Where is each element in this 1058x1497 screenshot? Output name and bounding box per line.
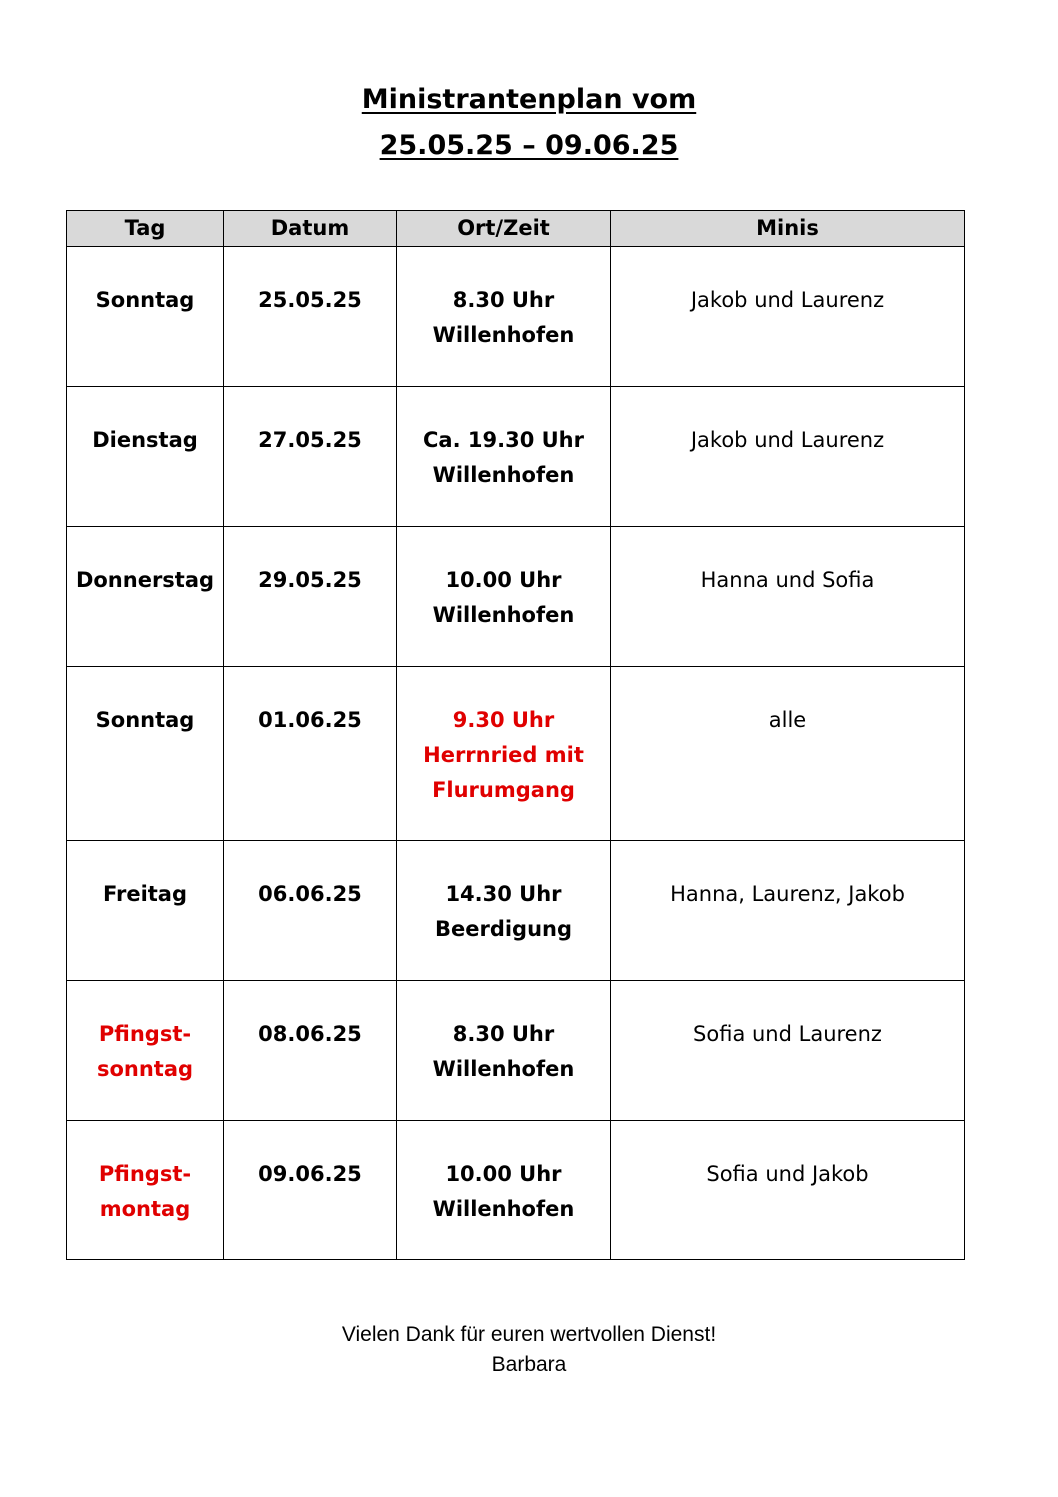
table-row	[67, 667, 965, 841]
cell-ort-zeit-line: Ca. 19.30 Uhr	[423, 428, 584, 452]
cell-datum: 27.05.25	[224, 387, 397, 527]
cell-minis: Sofia und Laurenz	[611, 981, 965, 1121]
cell-tag-line: Pfingst-	[98, 1022, 192, 1046]
cell-tag	[67, 841, 224, 981]
cell-tag	[67, 387, 224, 527]
cell-datum: 25.05.25	[224, 247, 397, 387]
table-row	[67, 527, 965, 667]
cell-tag-line: Sonntag	[95, 288, 195, 312]
cell-tag-line: montag	[99, 1197, 191, 1221]
cell-ort-zeit-line: Willenhofen	[432, 323, 575, 347]
page-subtitle-date-range: 25.05.25 – 09.06.25	[379, 130, 679, 161]
cell-datum: 06.06.25	[224, 841, 397, 981]
cell-tag	[67, 247, 224, 387]
cell-ort-zeit-line: 8.30 Uhr	[452, 1022, 555, 1046]
cell-datum: 08.06.25	[224, 981, 397, 1121]
cell-ort-zeit	[397, 841, 611, 981]
cell-ort-zeit-line: 10.00 Uhr	[445, 1162, 562, 1186]
footer-thanks: Vielen Dank für euren wertvollen Dienst!	[341, 1323, 717, 1346]
cell-minis: Hanna und Sofia	[611, 527, 965, 667]
cell-tag	[67, 1121, 224, 1260]
cell-tag	[67, 981, 224, 1121]
header-ort-zeit: Ort/Zeit	[397, 211, 611, 247]
cell-tag-line: Freitag	[102, 882, 188, 906]
cell-minis: alle	[611, 667, 965, 841]
cell-tag	[67, 667, 224, 841]
cell-ort-zeit	[397, 527, 611, 667]
cell-tag-line: Pfingst-	[98, 1162, 192, 1186]
cell-ort-zeit-line: Herrnried mit	[423, 743, 584, 767]
footer-signature: Barbara	[491, 1353, 567, 1376]
cell-ort-zeit-line: Willenhofen	[432, 463, 575, 487]
cell-tag-line: Sonntag	[95, 708, 195, 732]
cell-datum: 09.06.25	[224, 1121, 397, 1260]
cell-datum: 29.05.25	[224, 527, 397, 667]
cell-ort-zeit-line: 8.30 Uhr	[452, 288, 555, 312]
header-minis: Minis	[611, 211, 965, 247]
cell-tag-line: sonntag	[96, 1057, 194, 1081]
cell-ort-zeit-line: Willenhofen	[432, 1057, 575, 1081]
cell-ort-zeit	[397, 387, 611, 527]
table-row	[67, 841, 965, 981]
cell-ort-zeit-line: Willenhofen	[432, 1197, 575, 1221]
cell-ort-zeit-line: 10.00 Uhr	[445, 568, 562, 592]
cell-ort-zeit-line: Flurumgang	[432, 778, 575, 802]
table-row	[67, 981, 965, 1121]
table-row	[67, 247, 965, 387]
cell-datum: 01.06.25	[224, 667, 397, 841]
cell-ort-zeit	[397, 247, 611, 387]
schedule-body	[67, 247, 965, 1260]
table-row	[67, 1121, 965, 1260]
cell-tag	[67, 527, 224, 667]
cell-ort-zeit-line: 9.30 Uhr	[452, 708, 555, 732]
page-title: Ministrantenplan vom	[361, 84, 697, 115]
cell-ort-zeit-line: Willenhofen	[432, 603, 575, 627]
table-header-row	[67, 211, 965, 247]
cell-ort-zeit	[397, 981, 611, 1121]
cell-tag-line: Donnerstag	[75, 568, 215, 592]
cell-ort-zeit	[397, 667, 611, 841]
header-tag: Tag	[67, 211, 224, 247]
cell-ort-zeit-line: Beerdigung	[434, 917, 573, 941]
cell-minis: Jakob und Laurenz	[611, 247, 965, 387]
cell-minis: Sofia und Jakob	[611, 1121, 965, 1260]
cell-tag-line: Dienstag	[92, 428, 198, 452]
header-datum: Datum	[224, 211, 397, 247]
cell-ort-zeit	[397, 1121, 611, 1260]
schedule-table	[66, 210, 965, 1260]
cell-minis: Hanna, Laurenz, Jakob	[611, 841, 965, 981]
table-row	[67, 387, 965, 527]
cell-ort-zeit-line: 14.30 Uhr	[445, 882, 562, 906]
cell-minis: Jakob und Laurenz	[611, 387, 965, 527]
